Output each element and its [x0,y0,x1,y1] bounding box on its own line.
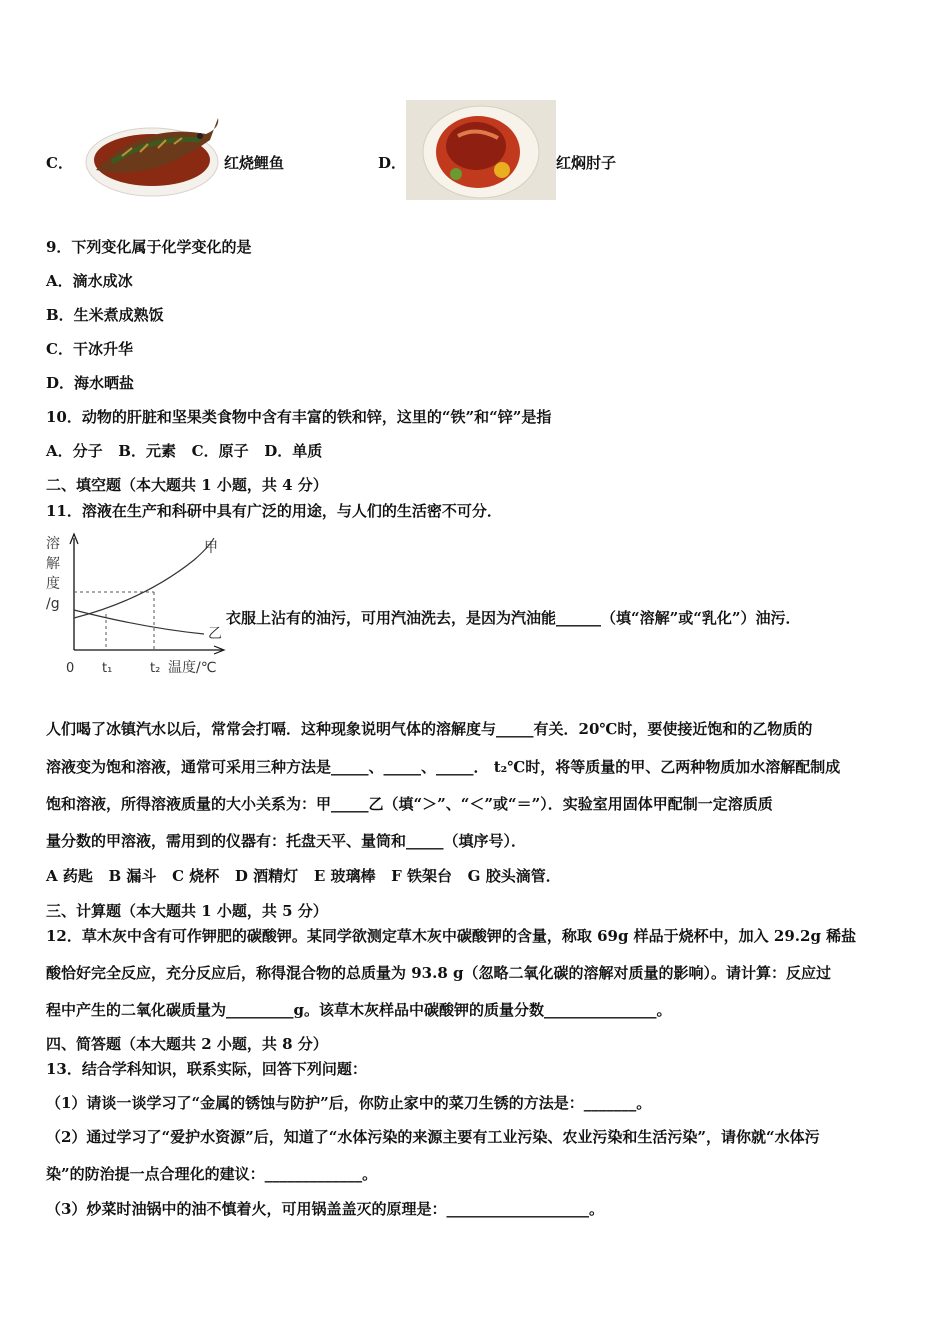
y-axis-label-part: /g [46,596,60,612]
y-axis-label-part: 度 [46,576,60,592]
braised-carp-image [82,100,222,200]
q9-option-a: A．滴水成冰 [46,272,133,290]
section2-heading: 二、填空题（本大题共 1 小题，共 4 分） [46,476,328,494]
q9-option-d: D．海水晒盐 [46,374,135,392]
q12-line2: 酸恰好完全反应，充分反应后，称得混合物的总质量为 93.8 g（忽略二氧化碳的溶解对质量的影响）。请计算：反应过 [46,964,831,982]
q11-stem: 11．溶液在生产和科研中具有广泛的用途，与人们的生活密不可分． [46,502,502,520]
q12-line3: 程中产生的二氧化碳质量为_________g。该草木灰样品中碳酸钾的质量分数_______________。 [46,1001,672,1019]
y-axis-label-part: 解 [46,556,60,572]
q9-option-c: C．干冰升华 [46,340,133,358]
braised-pork-knuckle-image [406,100,556,200]
series-yi-curve [74,610,204,634]
q13-part2-line2: 染”的防治提一点合理化的建议：_____________。 [46,1165,378,1183]
x-axis-label: 温度/℃ [168,660,217,676]
series-yi-label: 乙 [208,626,222,642]
x-tick-label: 0 [66,661,75,676]
option-d-letter: D． [378,154,407,172]
q13-part3: （3）炒菜时油锅中的油不慎着火，可用锅盖盖灭的原理是：___________________。 [46,1200,604,1218]
option-d-label: 红焖肘子 [556,154,617,172]
q9-stem: 9．下列变化属于化学变化的是 [46,238,252,256]
x-tick-label: t₂ [150,661,161,676]
q13-part2-line1: （2）通过学习了“爱护水资源”后，知道了“水体污染的来源主要有工业污染、农业污染和生活污染”，请你就“水体污 [46,1128,820,1146]
option-c-letter: C． [46,154,73,172]
q10-options: A．分子 B．元素 C．原子 D．单质 [46,442,323,460]
series-jia-curve [74,538,214,618]
q9-option-b: B．生米煮成熟饭 [46,306,164,324]
q12-line1: 12．草木灰中含有可作钾肥的碳酸钾。某同学欲测定草木灰中碳酸钾的含量，称取 69g 样品于烧杯中，加入 29.2g 稀盐 [46,927,857,945]
q13-part1: （1）请谈一谈学习了“金属的锈蚀与防护”后，你防止家中的菜刀生锈的方法是：_______。 [46,1094,652,1112]
q11-instruments: A 药匙 B 漏斗 C 烧杯 D 酒精灯 E 玻璃棒 F 铁架台 G 胶头滴管． [46,867,561,885]
q10-stem: 10．动物的肝脏和坚果类食物中含有丰富的铁和锌，这里的“铁”和“锌”是指 [46,408,552,426]
q11-para-line4: 量分数的甲溶液，需用到的仪器有：托盘天平、量筒和_____（填序号）． [46,832,527,850]
x-tick-label: t₁ [102,661,113,676]
q11-para-line1: 人们喝了冰镇汽水以后，常常会打嗝．这种现象说明气体的溶解度与_____有关．20℃时，要使接近饱和的乙物质的 [46,720,813,738]
section4-heading: 四、简答题（本大题共 2 小题，共 8 分） [46,1035,328,1053]
q11-inline-text: 衣服上沾有的油污，可用汽油洗去，是因为汽油能______（填“溶解”或“乳化”）油污． [226,609,801,627]
solubility-chart-svg [44,530,226,682]
y-axis-label-part: 溶 [46,536,60,552]
series-jia-label: 甲 [204,540,218,556]
option-c-label: 红烧鲤鱼 [224,154,285,172]
q11-para-line2: 溶液变为饱和溶液，通常可采用三种方法是_____、_____、_____． t₂℃时，将等质量的甲、乙两种物质加水溶解配制成 [46,758,841,776]
q11-para-line3: 饱和溶液，所得溶液质量的大小关系为：甲_____乙（填“＞”、“＜”或“＝”）．实验室用固体甲配制一定溶质质 [46,795,773,813]
section3-heading: 三、计算题（本大题共 1 小题，共 5 分） [46,902,328,920]
solubility-chart [44,530,226,682]
q13-stem: 13．结合学科知识，联系实际，回答下列问题： [46,1060,367,1078]
